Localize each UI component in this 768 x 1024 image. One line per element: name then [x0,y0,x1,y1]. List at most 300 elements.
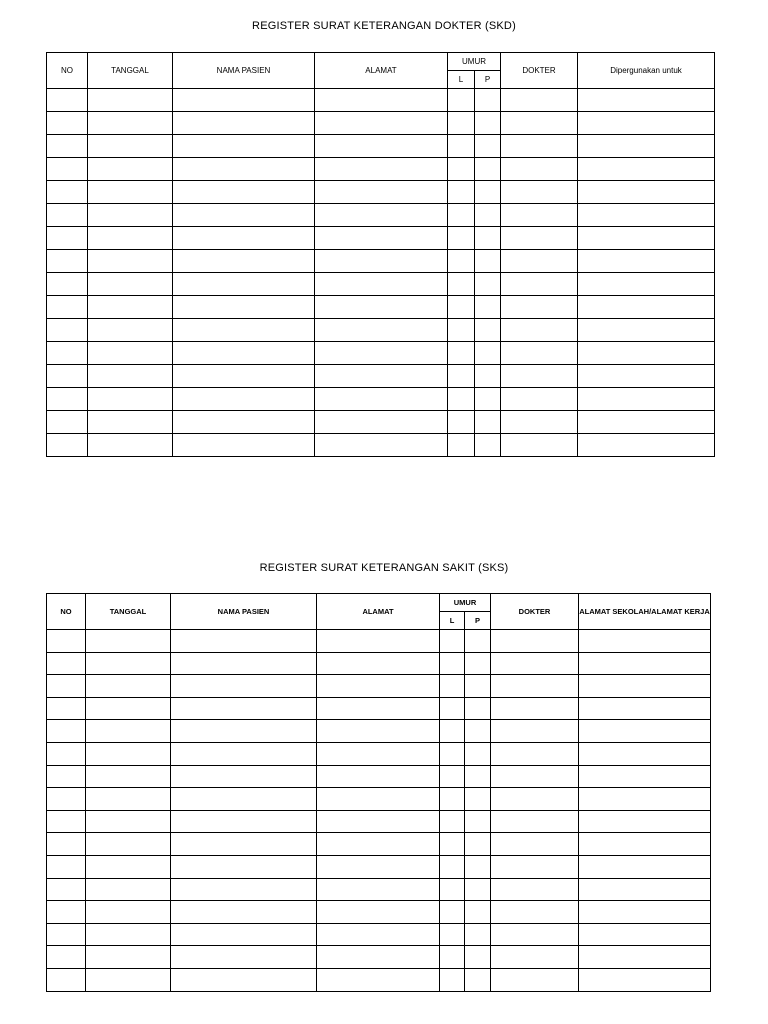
table-row [47,135,715,158]
table-cell [475,296,501,319]
table-row [47,181,715,204]
table-row [47,204,715,227]
table-cell [86,765,171,788]
table-cell [501,181,578,204]
table-cell [440,901,465,924]
table-cell [579,923,711,946]
table-row [47,158,715,181]
table-cell [47,742,86,765]
table-cell [173,204,315,227]
table-cell [501,365,578,388]
table-cell [47,630,86,653]
table-cell [86,946,171,969]
table-cell [440,788,465,811]
table-cell [47,181,88,204]
table-cell [440,946,465,969]
table-cell [86,697,171,720]
table-row [47,112,715,135]
table-cell [578,342,715,365]
table-cell [315,112,448,135]
table-cell [475,273,501,296]
table-cell [86,720,171,743]
table-cell [475,158,501,181]
table-cell [448,296,475,319]
table-cell [47,296,88,319]
skd-register-table [46,52,715,457]
table-cell [86,652,171,675]
table-cell [465,923,491,946]
table-cell [448,250,475,273]
table-cell [501,411,578,434]
table-cell [448,434,475,457]
skd-header-keperluan: Dipergunakan untuk [578,53,715,89]
table-cell [491,742,579,765]
skd-header-p: P [475,71,501,89]
table-cell [448,204,475,227]
table-cell [171,833,317,856]
table-row [47,365,715,388]
table-cell [578,135,715,158]
table-cell [579,765,711,788]
table-cell [173,434,315,457]
table-cell [317,810,440,833]
table-cell [491,697,579,720]
table-row [47,878,711,901]
table-cell [440,923,465,946]
table-cell [315,434,448,457]
table-cell [475,434,501,457]
table-cell [88,204,173,227]
table-cell [491,765,579,788]
table-cell [465,946,491,969]
table-cell [440,878,465,901]
table-cell [171,675,317,698]
table-cell [579,901,711,924]
table-cell [47,89,88,112]
table-cell [173,158,315,181]
table-cell [578,158,715,181]
table-cell [448,135,475,158]
table-row [47,89,715,112]
table-cell [47,697,86,720]
table-cell [465,968,491,991]
table-cell [317,855,440,878]
table-cell [501,158,578,181]
table-cell [475,181,501,204]
table-row [47,342,715,365]
table-row [47,901,711,924]
table-cell [171,878,317,901]
table-cell [465,901,491,924]
table-cell [171,901,317,924]
table-cell [315,158,448,181]
table-cell [491,878,579,901]
table-cell [88,365,173,388]
table-cell [317,675,440,698]
table-cell [579,652,711,675]
table-cell [440,833,465,856]
table-cell [317,788,440,811]
table-cell [47,901,86,924]
table-cell [47,250,88,273]
table-cell [501,112,578,135]
table-cell [86,923,171,946]
sks-header-p: P [465,612,491,630]
skd-header-umur: UMUR [448,53,501,71]
table-cell [440,697,465,720]
table-cell [501,89,578,112]
table-row [47,675,711,698]
table-cell [491,923,579,946]
table-cell [501,204,578,227]
table-row [47,946,711,969]
table-cell [448,158,475,181]
table-cell [315,135,448,158]
table-cell [47,227,88,250]
table-cell [579,810,711,833]
table-cell [475,342,501,365]
table-cell [465,788,491,811]
table-cell [88,158,173,181]
table-cell [47,204,88,227]
table-cell [579,697,711,720]
table-cell [578,227,715,250]
table-cell [491,968,579,991]
table-row [47,250,715,273]
table-cell [501,319,578,342]
table-cell [317,652,440,675]
table-cell [47,388,88,411]
table-cell [173,342,315,365]
table-row [47,810,711,833]
table-cell [88,411,173,434]
table-cell [315,296,448,319]
table-cell [579,675,711,698]
table-cell [171,855,317,878]
sks-header-alamat-sekolah: ALAMAT SEKOLAH/ALAMAT KERJA [579,594,711,630]
table-cell [171,630,317,653]
skd-header-dokter: DOKTER [501,53,578,89]
table-cell [86,742,171,765]
table-cell [475,89,501,112]
sks-header-tanggal: TANGGAL [86,594,171,630]
table-row [47,434,715,457]
skd-header-no: NO [47,53,88,89]
table-cell [173,227,315,250]
table-cell [475,319,501,342]
table-cell [578,250,715,273]
table-cell [317,742,440,765]
table-cell [86,878,171,901]
table-cell [88,296,173,319]
table-cell [579,878,711,901]
table-cell [440,765,465,788]
table-cell [491,946,579,969]
table-cell [578,388,715,411]
table-cell [88,273,173,296]
table-cell [448,227,475,250]
table-cell [315,273,448,296]
table-cell [173,411,315,434]
table-cell [47,788,86,811]
table-cell [86,788,171,811]
table-cell [465,720,491,743]
table-row [47,388,715,411]
sks-header-alamat: ALAMAT [317,594,440,630]
table-cell [501,434,578,457]
table-cell [315,342,448,365]
table-cell [315,204,448,227]
table-row [47,630,711,653]
table-cell [47,720,86,743]
table-cell [317,697,440,720]
table-cell [317,720,440,743]
table-cell [448,365,475,388]
table-cell [578,411,715,434]
table-cell [173,319,315,342]
table-cell [86,855,171,878]
table-cell [465,878,491,901]
table-cell [440,675,465,698]
table-cell [491,652,579,675]
sks-header-umur: UMUR [440,594,491,612]
table-cell [315,388,448,411]
table-cell [173,89,315,112]
table-row [47,855,711,878]
table-cell [315,181,448,204]
table-cell [47,968,86,991]
table-cell [88,227,173,250]
table-cell [47,675,86,698]
table-cell [47,342,88,365]
table-cell [578,273,715,296]
table-cell [88,342,173,365]
table-cell [501,273,578,296]
table-cell [317,946,440,969]
table-cell [578,112,715,135]
table-cell [465,765,491,788]
table-cell [448,342,475,365]
table-cell [578,296,715,319]
table-cell [448,112,475,135]
table-cell [317,923,440,946]
table-cell [491,810,579,833]
table-cell [578,319,715,342]
table-cell [475,112,501,135]
table-cell [465,855,491,878]
table-row [47,968,711,991]
table-row [47,227,715,250]
table-cell [47,158,88,181]
table-cell [173,250,315,273]
table-cell [47,833,86,856]
table-cell [315,365,448,388]
table-cell [88,434,173,457]
table-cell [578,204,715,227]
table-cell [448,319,475,342]
table-row [47,652,711,675]
table-cell [579,833,711,856]
table-cell [173,112,315,135]
table-cell [465,675,491,698]
table-cell [173,365,315,388]
table-cell [315,250,448,273]
table-cell [501,250,578,273]
table-cell [448,388,475,411]
table-cell [501,227,578,250]
table-cell [88,181,173,204]
table-cell [578,89,715,112]
table-cell [47,434,88,457]
table-row [47,788,711,811]
table-cell [491,788,579,811]
table-cell [173,273,315,296]
table-cell [475,250,501,273]
table-cell [465,697,491,720]
table-cell [88,319,173,342]
table-cell [579,742,711,765]
table-cell [440,810,465,833]
table-cell [440,742,465,765]
skd-table-body [47,53,715,457]
skd-header-tanggal: TANGGAL [88,53,173,89]
table-cell [440,652,465,675]
table-cell [465,810,491,833]
table-row [47,833,711,856]
table-row [47,720,711,743]
table-cell [88,135,173,158]
table-cell [88,250,173,273]
table-cell [491,855,579,878]
table-cell [579,720,711,743]
table-cell [315,411,448,434]
table-cell [579,855,711,878]
table-row [47,319,715,342]
table-cell [47,855,86,878]
sks-header-no: NO [47,594,86,630]
table-cell [173,296,315,319]
table-cell [173,388,315,411]
table-row [47,296,715,319]
table-cell [317,833,440,856]
table-cell [47,365,88,388]
sks-header-l: L [440,612,465,630]
sks-register-table [46,593,711,992]
table-cell [465,652,491,675]
table-cell [173,181,315,204]
table-cell [171,788,317,811]
table-cell [86,630,171,653]
table-cell [475,365,501,388]
table-cell [491,630,579,653]
sks-header-dokter: DOKTER [491,594,579,630]
table-cell [47,946,86,969]
skd-header-l: L [448,71,475,89]
table-row [47,697,711,720]
sks-title: REGISTER SURAT KETERANGAN SAKIT (SKS) [259,562,509,574]
table-cell [501,296,578,319]
table-cell [317,765,440,788]
table-cell [47,810,86,833]
table-row [47,411,715,434]
table-cell [440,720,465,743]
table-cell [448,411,475,434]
table-cell [47,135,88,158]
table-cell [448,273,475,296]
table-cell [88,388,173,411]
sks-header-nama-pasien: NAMA PASIEN [171,594,317,630]
table-cell [440,855,465,878]
table-row [47,765,711,788]
table-cell [171,810,317,833]
table-cell [47,273,88,296]
table-cell [578,434,715,457]
table-cell [86,833,171,856]
table-cell [317,901,440,924]
table-cell [171,742,317,765]
table-cell [171,923,317,946]
table-cell [579,630,711,653]
table-cell [88,112,173,135]
table-cell [317,630,440,653]
table-row [47,923,711,946]
table-cell [475,388,501,411]
table-cell [47,112,88,135]
table-cell [47,878,86,901]
skd-header-alamat: ALAMAT [315,53,448,89]
table-cell [501,135,578,158]
table-cell [465,742,491,765]
table-cell [501,388,578,411]
table-cell [171,765,317,788]
table-cell [317,968,440,991]
table-cell [579,946,711,969]
table-cell [475,227,501,250]
table-cell [171,697,317,720]
table-cell [578,365,715,388]
table-cell [86,968,171,991]
table-cell [171,652,317,675]
skd-title: REGISTER SURAT KETERANGAN DOKTER (SKD) [252,20,516,32]
table-cell [315,89,448,112]
table-cell [47,923,86,946]
table-cell [465,833,491,856]
table-cell [315,227,448,250]
table-cell [491,675,579,698]
table-cell [317,878,440,901]
table-cell [448,89,475,112]
table-cell [475,411,501,434]
table-cell [579,968,711,991]
table-cell [578,181,715,204]
sks-table-body [47,594,711,992]
table-cell [465,630,491,653]
table-cell [47,319,88,342]
table-cell [47,652,86,675]
table-row [47,742,711,765]
table-cell [171,720,317,743]
table-cell [86,810,171,833]
table-row [47,273,715,296]
table-cell [440,630,465,653]
table-cell [491,720,579,743]
table-cell [86,675,171,698]
table-cell [47,765,86,788]
table-cell [491,833,579,856]
table-cell [475,135,501,158]
table-cell [86,901,171,924]
table-cell [315,319,448,342]
